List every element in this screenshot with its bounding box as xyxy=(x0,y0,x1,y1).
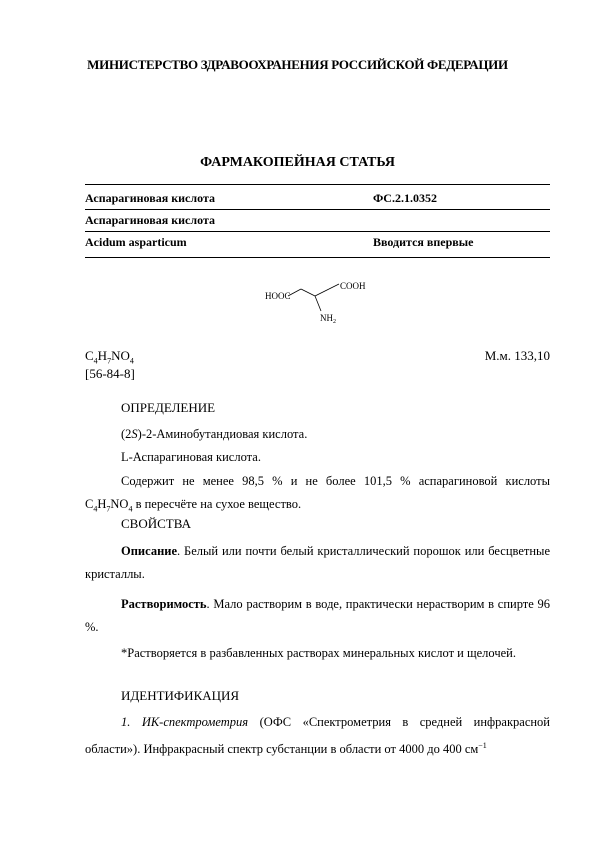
carboxyl-left-label: HOOC xyxy=(265,291,291,301)
section-heading-identification: ИДЕНТИФИКАЦИЯ xyxy=(121,688,240,703)
bond xyxy=(315,296,321,311)
molecular-mass: М.м. 133,10 xyxy=(484,348,550,363)
definition-content-line2: $C_4H_7NO_4$ в пересчёте на сухое вещество. xyxy=(85,497,302,514)
molecular-formula: $C_4H_7NO_4$ xyxy=(85,348,134,366)
amino-label: $NH_2$ xyxy=(320,313,336,325)
ministry-title: МИНИСТЕРСТВО ЗДРАВООХРАНЕНИЯ РОССИЙСКОЙ ФЕДЕРАЦИИ xyxy=(87,57,508,72)
monograph-name-ru: Аспарагиновая кислота xyxy=(85,191,216,205)
divider xyxy=(85,231,550,232)
monograph-status: Вводится впервые xyxy=(373,235,474,249)
definition-content-line1: Содержит не менее 98,5 % и не более 101,5 % аспарагиновой кислоты xyxy=(121,474,550,488)
section-heading-properties: СВОЙСТВА xyxy=(121,516,191,531)
monograph-name-ru-alt: Аспарагиновая кислота xyxy=(85,213,216,227)
section-heading-definition: ОПРЕДЕЛЕНИЕ xyxy=(121,400,216,415)
description-paragraph: Описание. Белый или почти белый кристаллический порошок или бесцветные кристаллы. xyxy=(85,544,550,581)
bond xyxy=(315,289,329,296)
divider-top xyxy=(85,184,550,185)
cas-number: [56-84-8] xyxy=(85,366,135,381)
structural-formula xyxy=(255,275,385,330)
document-title: ФАРМАКОПЕЙНАЯ СТАТЬЯ xyxy=(200,155,395,170)
definition-iupac: (2S)-2-Аминобутандиовая кислота. xyxy=(121,427,308,441)
divider-bottom xyxy=(85,257,550,258)
bond xyxy=(329,284,339,289)
divider xyxy=(85,209,550,210)
ir-spectrometry-paragraph: 1. ИК-спектрометрия (ОФС «Спектрометрия в средней инфракрасной области»). Инфракрасный спектр субстанции в области от 4000 до 400 $см^{-1}$ xyxy=(85,715,550,757)
monograph-name-latin: Acidum asparticum xyxy=(85,235,187,249)
bond xyxy=(301,289,315,296)
solubility-note: *Растворяется в разбавленных растворах минеральных кислот и щелочей. xyxy=(121,646,516,660)
monograph-code: ФС.2.1.0352 xyxy=(373,191,437,205)
solubility-paragraph: Растворимость. Мало растворим в воде, практически нерастворим в спирте 96 %. xyxy=(85,597,550,634)
carboxyl-right-label: COOH xyxy=(340,281,366,291)
definition-common-name: L-Аспарагиновая кислота. xyxy=(121,450,261,464)
